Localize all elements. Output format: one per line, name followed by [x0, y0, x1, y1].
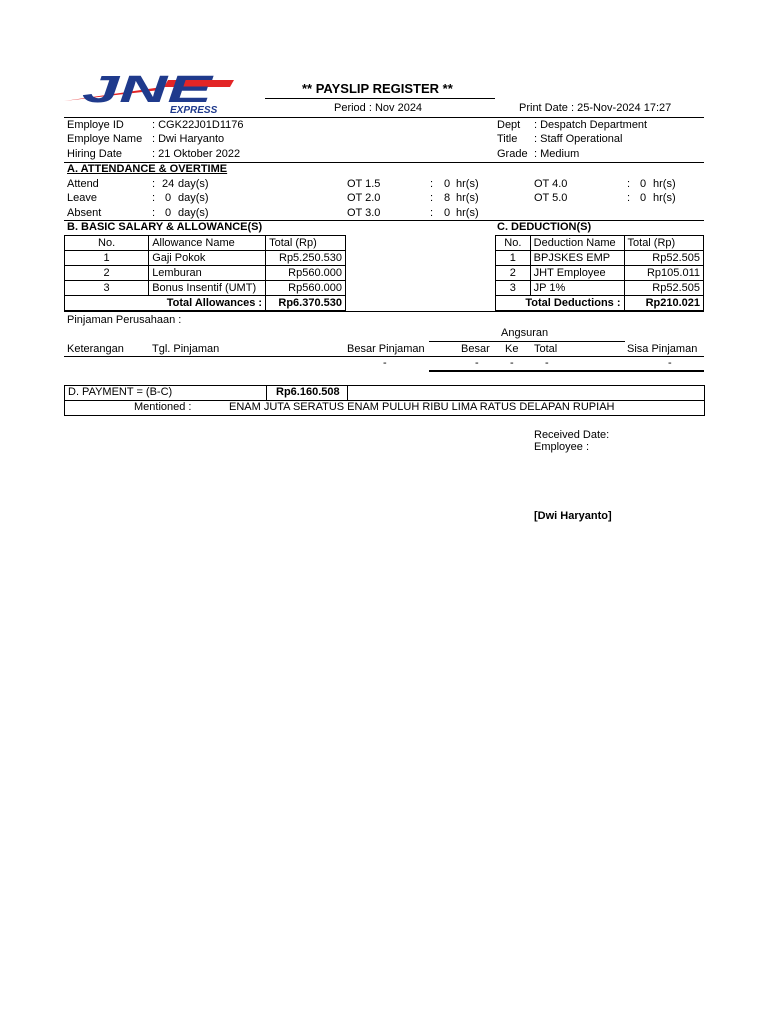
absent-label: Absent: [67, 207, 102, 219]
absent-value: 0: [165, 207, 172, 219]
grade-label: Grade: [497, 148, 528, 160]
title-label: Title: [497, 133, 518, 145]
ot20-unit: hr(s): [456, 192, 479, 204]
angsuran-underline: [429, 341, 625, 342]
svg-text:EXPRESS: EXPRESS: [170, 105, 218, 116]
leave-label: Leave: [67, 192, 97, 204]
received-date-label: Received Date:: [534, 429, 610, 441]
print-date: Print Date : 25-Nov-2024 17:27: [519, 102, 672, 114]
absent-colon: :: [152, 207, 156, 219]
deduction-table: [495, 235, 704, 311]
allowance-total: Rp560.000: [266, 266, 346, 281]
table-row: [496, 266, 704, 281]
angsuran-label: Angsuran: [501, 327, 549, 339]
table-row: [496, 251, 704, 266]
total-deductions-label: Total Deductions :: [496, 296, 625, 311]
deduction-no: 3: [496, 281, 531, 296]
allowance-total-row: [65, 296, 346, 311]
allowance-col-total: Total (Rp): [266, 236, 346, 251]
svg-text:JNE: JNE: [82, 69, 215, 111]
deduction-name: JP 1%: [530, 281, 624, 296]
title-underline: [265, 98, 495, 99]
employee-id-label: Employe ID: [67, 119, 124, 131]
ot15-colon: :: [430, 178, 434, 190]
deduction-col-total: Total (Rp): [624, 236, 703, 251]
loan-col-tgl: Tgl. Pinjaman: [152, 343, 220, 355]
loan-col-total: Total: [534, 343, 558, 355]
ot50-colon: :: [627, 192, 631, 204]
ot50-unit: hr(s): [653, 192, 676, 204]
deduction-name: JHT Employee: [530, 266, 624, 281]
loan-heading: Pinjaman Perusahaan :: [67, 314, 182, 326]
payment-value: Rp6.160.508: [276, 386, 340, 398]
page-title: ** PAYSLIP REGISTER **: [302, 81, 453, 96]
employee-name-label: Employe Name: [67, 133, 143, 145]
deduction-heading: C. DEDUCTION(S): [497, 221, 592, 233]
deduction-name: BPJSKES EMP: [530, 251, 624, 266]
employee-name-value: : Dwi Haryanto: [152, 133, 225, 145]
allowance-col-no: No.: [65, 236, 149, 251]
loan-col-ke: Ke: [505, 343, 519, 355]
payment-label: D. PAYMENT = (B-C): [68, 386, 173, 398]
allowance-name: Lemburan: [149, 266, 266, 281]
deduction-col-no: No.: [496, 236, 531, 251]
allowance-col-name: Allowance Name: [149, 236, 266, 251]
ot20-colon: :: [430, 192, 434, 204]
hiring-date-label: Hiring Date: [67, 148, 123, 160]
ot30-unit: hr(s): [456, 207, 479, 219]
deduction-no: 2: [496, 266, 531, 281]
employee-id-value: : CGK22J01D1176: [152, 119, 244, 131]
allowance-no: 3: [65, 281, 149, 296]
deduction-total-row: [496, 296, 704, 311]
deduction-total: Rp52.505: [624, 251, 703, 266]
attend-value: 24: [162, 178, 175, 190]
deduction-header-row: [496, 236, 704, 251]
allowance-heading: B. BASIC SALARY & ALLOWANCE(S): [67, 221, 263, 233]
allowance-header-row: [65, 236, 346, 251]
loan-total-value: -: [545, 357, 549, 369]
loan-sisa-value: -: [668, 357, 672, 369]
attend-unit: day(s): [178, 178, 209, 190]
payment-box: [64, 385, 705, 416]
table-row: [496, 281, 704, 296]
attend-label: Attend: [67, 178, 99, 190]
leave-value: 0: [165, 192, 172, 204]
attendance-heading: A. ATTENDANCE & OVERTIME: [67, 163, 228, 175]
deduction-total: Rp52.505: [624, 281, 703, 296]
loan-col-keterangan: Keterangan: [67, 343, 124, 355]
table-row: [65, 251, 346, 266]
ot20-label: OT 2.0: [347, 192, 381, 204]
deduction-col-name: Deduction Name: [530, 236, 624, 251]
table-row: [65, 281, 346, 296]
allowance-total: Rp5.250.530: [266, 251, 346, 266]
allowance-name: Gaji Pokok: [149, 251, 266, 266]
ot30-value: 0: [444, 207, 451, 219]
hiring-date-value: : 21 Oktober 2022: [152, 148, 241, 160]
signature-name: [Dwi Haryanto]: [534, 510, 612, 522]
loan-besar-pinjaman-value: -: [383, 357, 387, 369]
title-value: : Staff Operational: [534, 133, 623, 145]
total-deductions-value: Rp210.021: [624, 296, 703, 311]
loan-col-besar-pinjaman: Besar Pinjaman: [347, 343, 425, 355]
ot50-label: OT 5.0: [534, 192, 568, 204]
allowance-total: Rp560.000: [266, 281, 346, 296]
total-allowances-value: Rp6.370.530: [266, 296, 346, 311]
ot40-value: 0: [640, 178, 647, 190]
table-row: [65, 266, 346, 281]
loan-ke-value: -: [510, 357, 514, 369]
ot50-value: 0: [640, 192, 647, 204]
leave-unit: day(s): [178, 192, 209, 204]
total-allowances-label: Total Allowances :: [65, 296, 266, 311]
loan-bottom-line: [429, 370, 704, 372]
deduction-no: 1: [496, 251, 531, 266]
ot30-label: OT 3.0: [347, 207, 381, 219]
attend-colon: :: [152, 178, 156, 190]
ot15-unit: hr(s): [456, 178, 479, 190]
grade-value: : Medium: [534, 148, 580, 160]
deduction-total: Rp105.011: [624, 266, 703, 281]
dept-value: : Despatch Department: [534, 119, 648, 131]
employee-sign-label: Employee :: [534, 441, 590, 453]
loan-besar-value: -: [475, 357, 479, 369]
allowance-table: [64, 235, 346, 311]
leave-colon: :: [152, 192, 156, 204]
ot15-label: OT 1.5: [347, 178, 381, 190]
mentioned-label: Mentioned :: [134, 401, 192, 413]
allowance-name: Bonus Insentif (UMT): [149, 281, 266, 296]
ot20-value: 8: [444, 192, 451, 204]
jne-express-logo: [64, 68, 236, 116]
loan-top-line: [64, 311, 704, 312]
loan-col-besar: Besar: [461, 343, 490, 355]
payment-sep-1: [266, 386, 267, 400]
allowance-no: 1: [65, 251, 149, 266]
absent-unit: day(s): [178, 207, 209, 219]
dept-label: Dept: [497, 119, 521, 131]
payment-sep-2: [347, 386, 348, 400]
ot40-unit: hr(s): [653, 178, 676, 190]
allowance-no: 2: [65, 266, 149, 281]
ot30-colon: :: [430, 207, 434, 219]
period: Period : Nov 2024: [334, 102, 423, 114]
ot40-label: OT 4.0: [534, 178, 568, 190]
mentioned-value: ENAM JUTA SERATUS ENAM PULUH RIBU LIMA RATUS DELAPAN RUPIAH: [229, 401, 615, 413]
header-divider: [64, 117, 704, 118]
ot15-value: 0: [444, 178, 451, 190]
loan-col-sisa: Sisa Pinjaman: [627, 343, 698, 355]
ot40-colon: :: [627, 178, 631, 190]
